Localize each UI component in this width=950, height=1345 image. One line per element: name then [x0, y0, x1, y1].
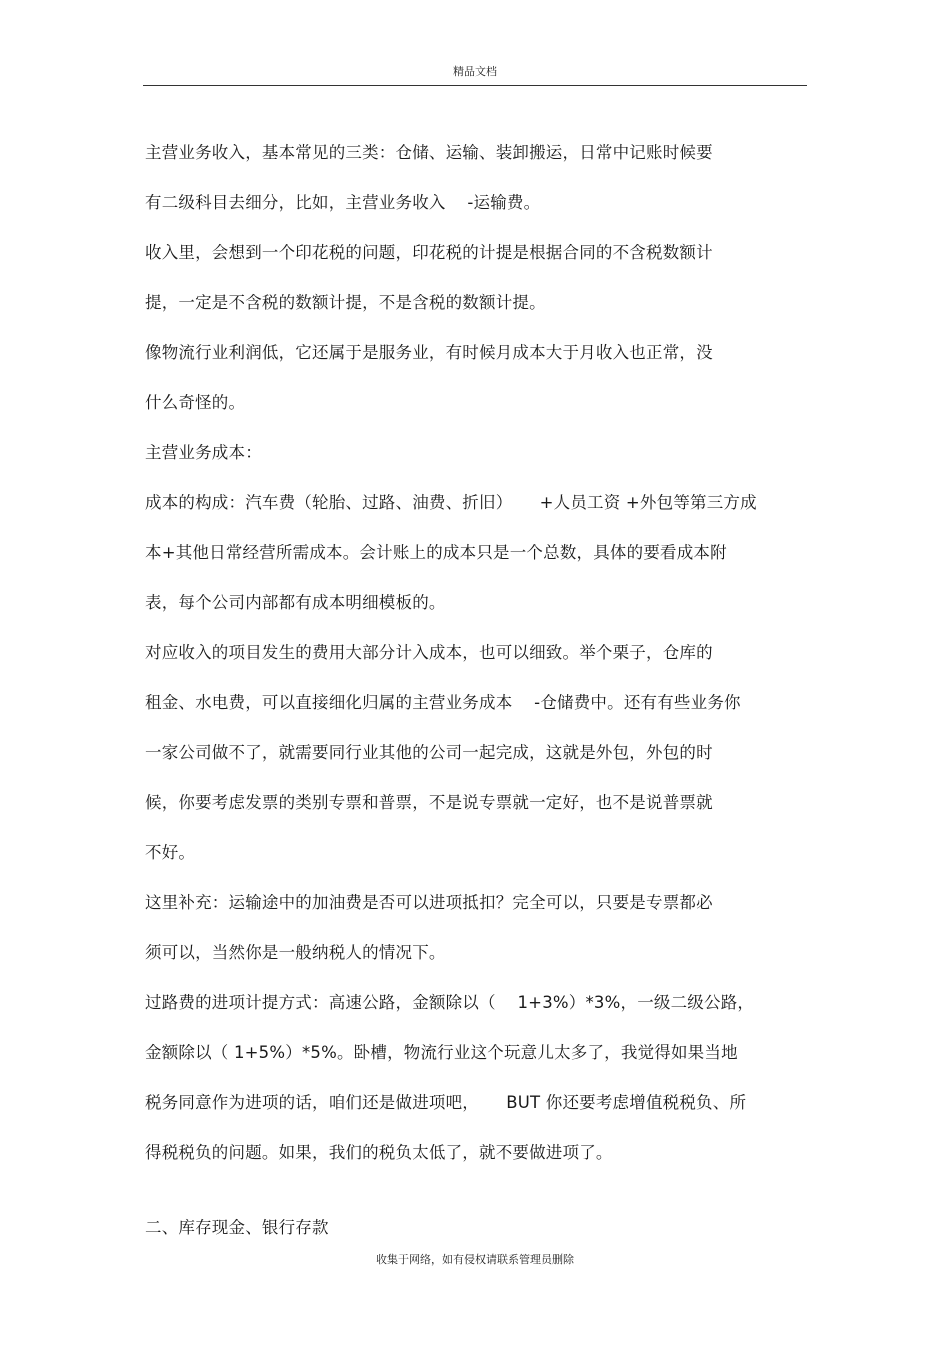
- paragraph-line: 主营业务收入，基本常见的三类：仓储、运输、装卸搬运，日常中记账时候要: [145, 143, 713, 162]
- paragraph-line: 表，每个公司内部都有成本明细模板的。: [145, 593, 446, 612]
- paragraph-line: 税务同意作为进项的话，咱们还是做进项吧， BUT 你还要考虑增值税税负、所: [145, 1093, 747, 1112]
- paragraph-line: 不好。: [145, 843, 196, 862]
- paragraph-line: 像物流行业利润低，它还属于是服务业，有时候月成本大于月收入也正常，没: [145, 343, 713, 362]
- document-body: [145, 128, 805, 1253]
- paragraph-line: 有二级科目去细分，比如，主营业务收入 -运输费。: [145, 193, 541, 212]
- page-header: 精品文档: [453, 65, 497, 78]
- header-divider: [143, 85, 807, 86]
- paragraph-line: 须可以，当然你是一般纳税人的情况下。: [145, 943, 446, 962]
- subheading-line: 主营业务成本：: [145, 443, 262, 462]
- paragraph-line: 得税税负的问题。如果，我们的税负太低了，就不要做进项了。: [145, 1143, 613, 1162]
- page-footer: 收集于网络，如有侵权请联系管理员删除: [376, 1253, 574, 1266]
- paragraph-line: 提，一定是不含税的数额计提，不是含税的数额计提。: [145, 293, 546, 312]
- paragraph-line: 候，你要考虑发票的类别专票和普票，不是说专票就一定好，也不是说普票就: [145, 793, 713, 812]
- paragraph-line: 过路费的进项计提方式：高速公路，金额除以（ 1+3%）*3%，一级二级公路，: [145, 993, 755, 1012]
- paragraph-line: 这里补充：运输途中的加油费是否可以进项抵扣？完全可以，只要是专票都必: [145, 893, 713, 912]
- paragraph-spacer: [145, 1178, 805, 1203]
- paragraph-line: 收入里，会想到一个印花税的问题，印花税的计提是根据合同的不含税数额计: [145, 243, 713, 262]
- paragraph-line: 金额除以（ 1+5%）*5%。卧槽，物流行业这个玩意儿太多了，我觉得如果当地: [145, 1043, 738, 1062]
- paragraph-line: 租金、水电费，可以直接细化归属的主营业务成本 -仓储费中。还有有些业务你: [145, 693, 741, 712]
- paragraph-line: 一家公司做不了，就需要同行业其他的公司一起完成，这就是外包，外包的时: [145, 743, 713, 762]
- paragraph-line: 对应收入的项目发生的费用大部分计入成本，也可以细致。举个栗子，仓库的: [145, 643, 713, 662]
- section-heading: 二、库存现金、银行存款: [145, 1218, 329, 1237]
- paragraph-line: 本+其他日常经营所需成本。会计账上的成本只是一个总数，具体的要看成本附: [145, 543, 727, 562]
- paragraph-line: 成本的构成：汽车费（轮胎、过路、油费、折旧） +人员工资 +外包等第三方成: [145, 493, 757, 512]
- paragraph-line: 什么奇怪的。: [145, 393, 246, 412]
